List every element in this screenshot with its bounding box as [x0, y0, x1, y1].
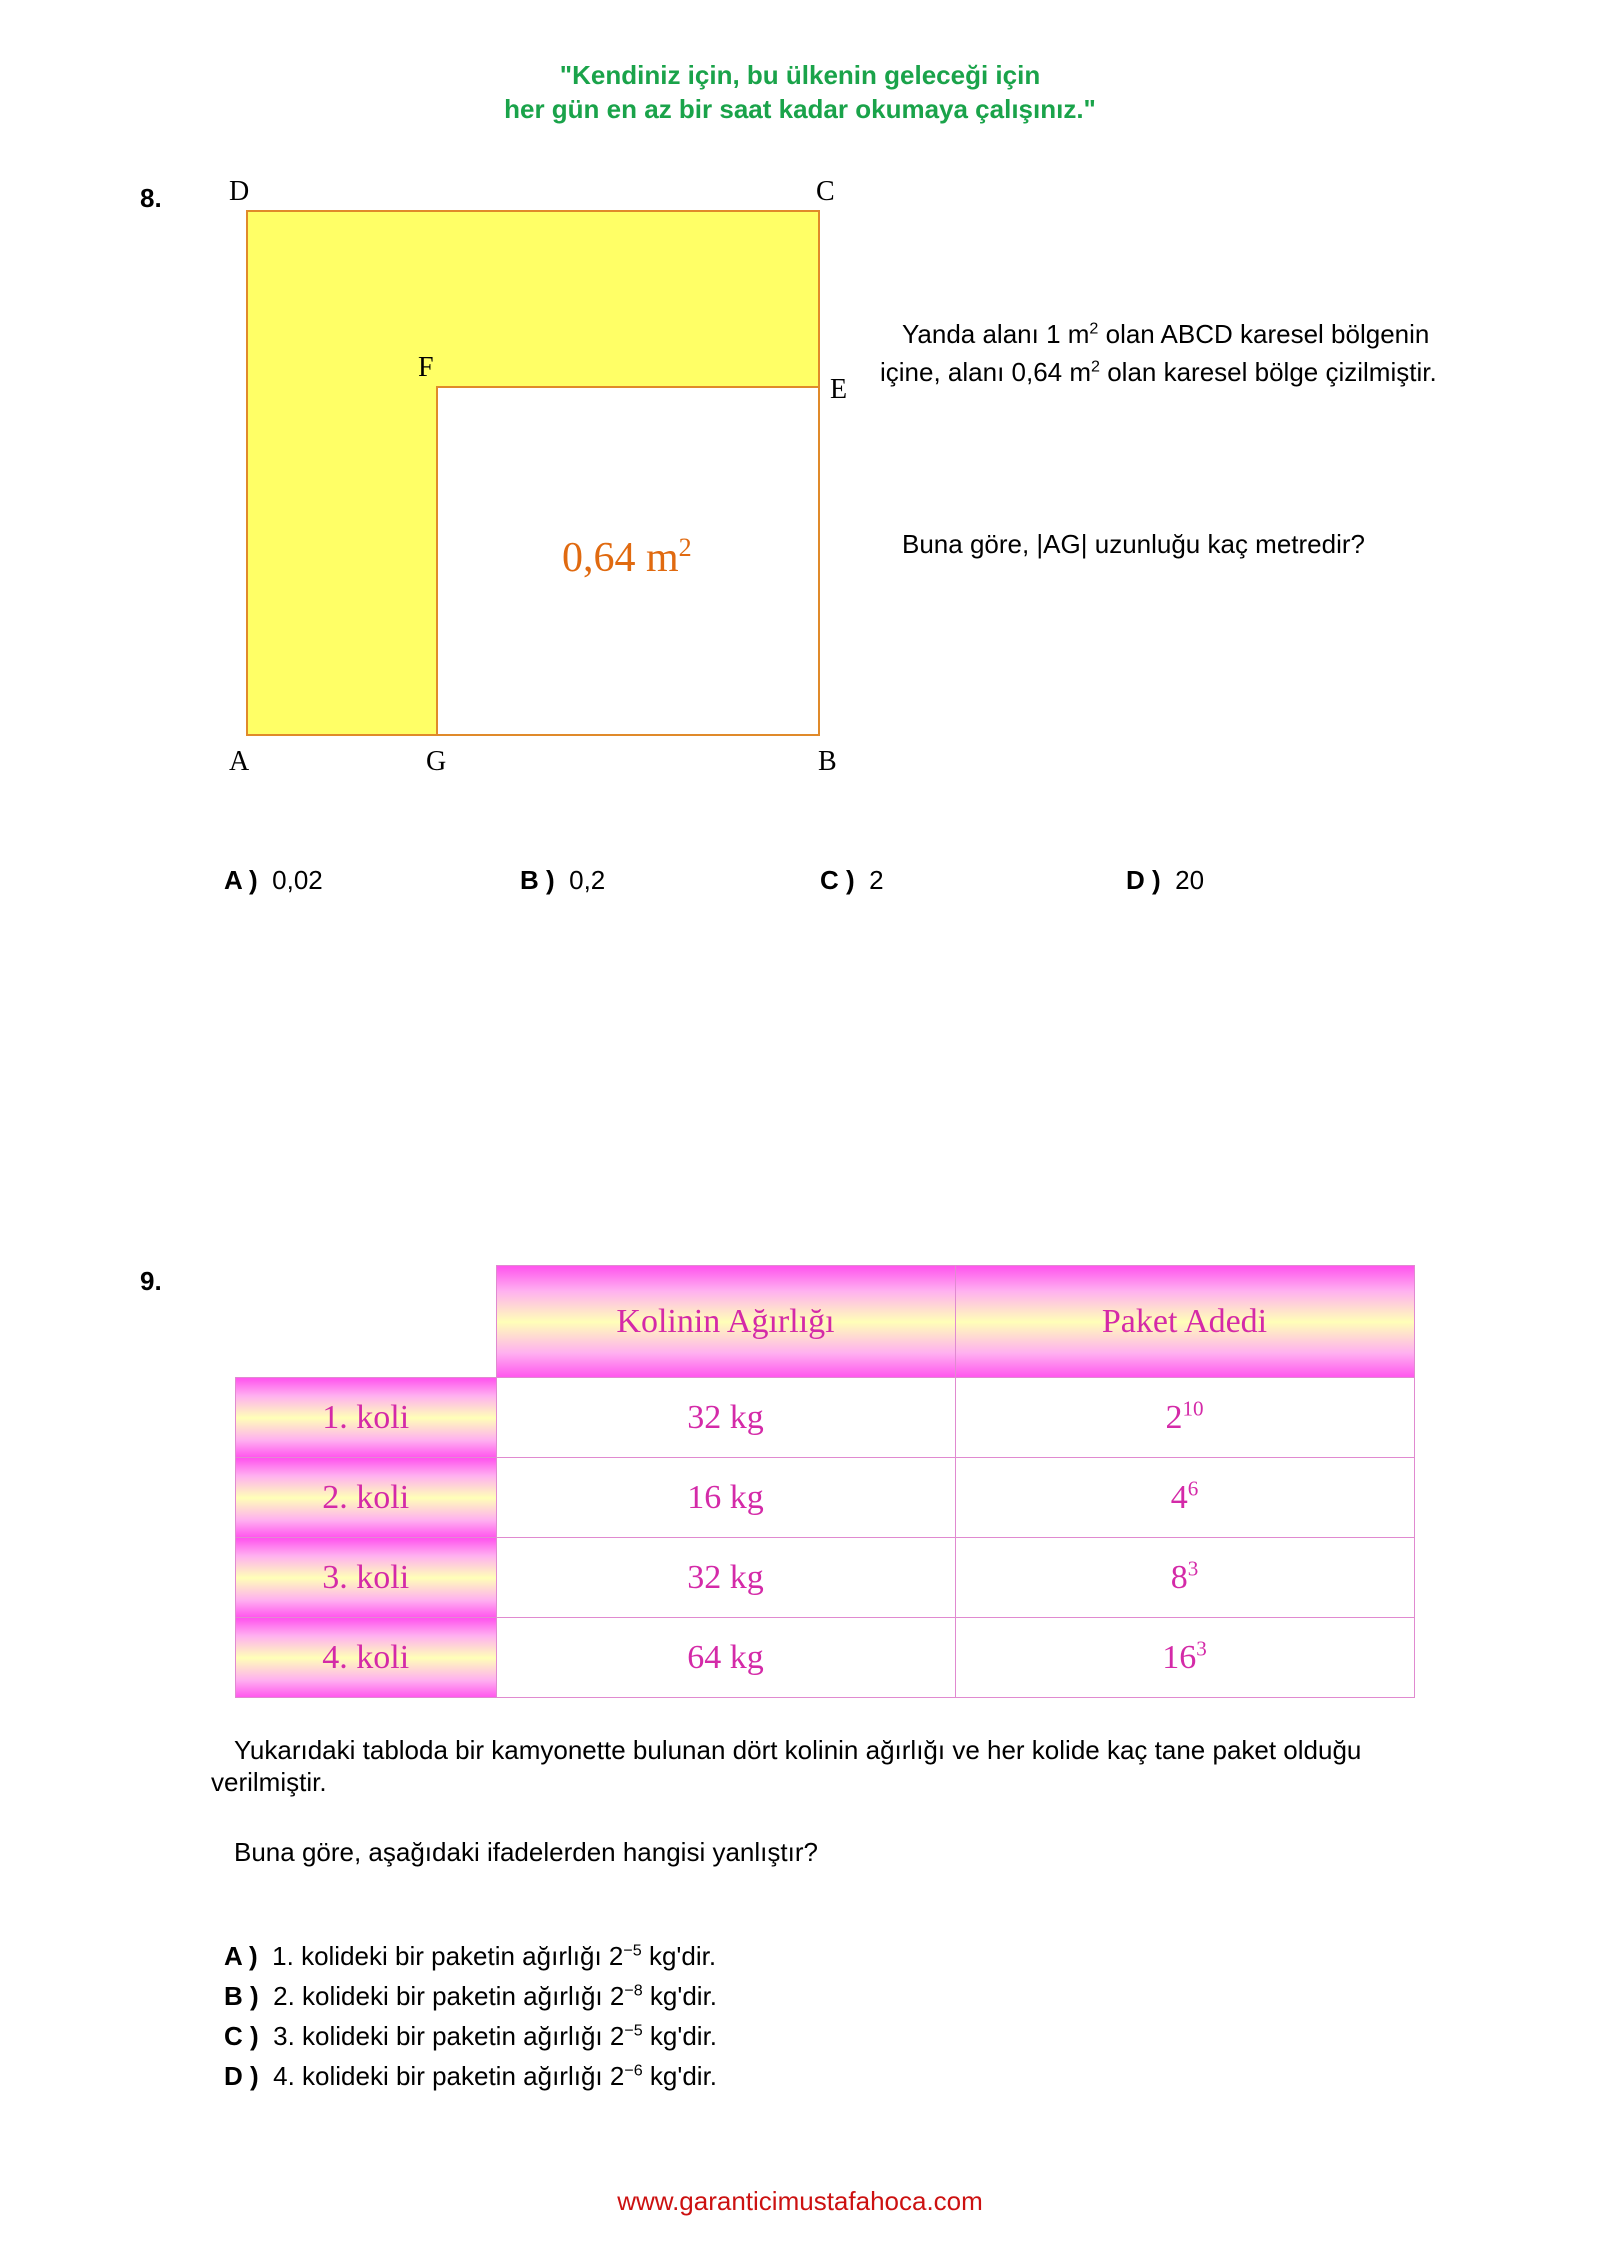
- table-row: [236, 1378, 1415, 1458]
- motto-line-1: "Kendiniz için, bu ülkenin geleceği için: [559, 60, 1041, 90]
- q9-paragraph-line-1: Yukarıdaki tabloda bir kamyonette bulunan dört kolinin ağırlığı ve her kolide kaç tane paket olduğu: [234, 1735, 1362, 1765]
- point-label-d: D: [229, 176, 250, 207]
- motto-line-2: her gün en az bir saat kadar okumaya çalışınız.": [504, 94, 1096, 124]
- row-label: 3. koli: [236, 1538, 497, 1618]
- q8-option-d: D ) 20: [1126, 865, 1205, 895]
- row-weight: 32 kg: [496, 1538, 955, 1618]
- point-label-c: C: [816, 176, 835, 207]
- q9-question: Buna göre, aşağıdaki ifadelerden hangisi yanlıştır?: [234, 1837, 818, 1867]
- q9-option-c: C ) 3. kolideki bir paketin ağırlığı $2^{-5}$ kg'dir.: [224, 2021, 718, 2051]
- row-label: 4. koli: [236, 1618, 497, 1698]
- row-weight: 32 kg: [496, 1378, 955, 1458]
- row-label: 1. koli: [236, 1378, 497, 1458]
- point-label-a: A: [229, 746, 250, 777]
- question-8-number: 8.: [140, 183, 162, 213]
- footer-url-link[interactable]: www.garanticimustafahoca.com: [617, 2186, 983, 2216]
- q9-paragraph-line-2: verilmiştir.: [211, 1767, 327, 1797]
- q8-text-line-2: içine, alanı 0,64 $m^2$ olan karesel bölge çizilmiştir.: [880, 357, 1437, 387]
- row-count: $4^6$: [955, 1458, 1414, 1538]
- q8-option-c: C ) 2: [820, 865, 884, 895]
- table-header-weight: Kolinin Ağırlığı: [496, 1266, 955, 1378]
- point-label-f: F: [418, 352, 434, 383]
- q9-option-d: D ) 4. kolideki bir paketin ağırlığı $2^{-6}$ kg'dir.: [224, 2061, 718, 2091]
- table-row: [236, 1618, 1415, 1698]
- q8-text-line-1: Yanda alanı 1 $m^2$ olan ABCD karesel bölgenin: [902, 319, 1430, 349]
- point-label-e: E: [830, 374, 848, 405]
- point-label-g: G: [426, 746, 447, 777]
- inner-area-label: 0,64 $m^2$: [562, 533, 692, 581]
- row-label: 2. koli: [236, 1458, 497, 1538]
- row-count: $8^3$: [955, 1538, 1414, 1618]
- table-row: [236, 1538, 1415, 1618]
- koli-table: [235, 1265, 1415, 1698]
- table-header-count: Paket Adedi: [955, 1266, 1414, 1378]
- q8-option-a: A ) 0,02: [224, 865, 323, 895]
- question-9-number: 9.: [140, 1266, 162, 1296]
- row-count: $16^3$: [955, 1618, 1414, 1698]
- q8-question: Buna göre, |AG| uzunluğu kaç metredir?: [902, 529, 1365, 559]
- q9-option-a: A ) 1. kolideki bir paketin ağırlığı $2^{-5}$ kg'dir.: [224, 1941, 717, 1971]
- table-row: [236, 1458, 1415, 1538]
- row-weight: 16 kg: [496, 1458, 955, 1538]
- row-weight: 64 kg: [496, 1618, 955, 1698]
- point-label-b: B: [818, 746, 837, 777]
- q8-option-b: B ) 0,2: [520, 865, 606, 895]
- row-count: $2^{10}$: [955, 1378, 1414, 1458]
- table-corner-empty: [236, 1266, 497, 1378]
- table-header-row: [236, 1266, 1415, 1378]
- q9-option-b: B ) 2. kolideki bir paketin ağırlığı $2^{-8}$ kg'dir.: [224, 1981, 718, 2011]
